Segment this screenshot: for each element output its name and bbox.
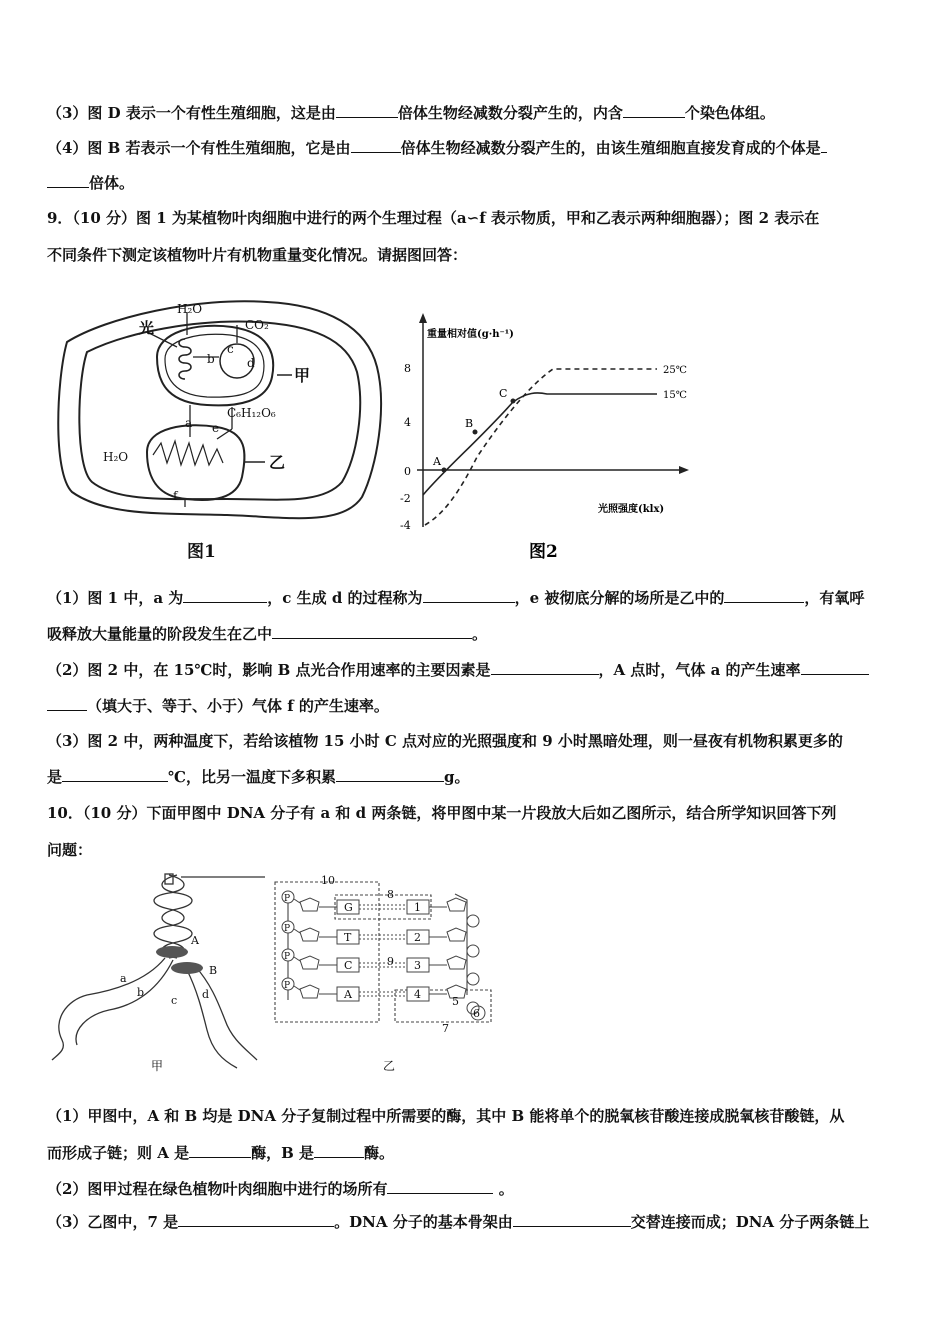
- deoxyribose-right: [447, 928, 466, 941]
- legend-15c: 15℃: [663, 390, 687, 401]
- fig1-cell-diagram: [58, 301, 381, 518]
- point-a-label: A: [433, 455, 441, 468]
- parent-helix: [154, 875, 184, 958]
- q10-q1-line2: 而形成子链；则 A 是 酶，B 是 酶。: [47, 1144, 395, 1162]
- label-d: d: [202, 988, 210, 1001]
- q9-q2-line2: （填大于、等于、小于）气体 f 的产生速率。: [47, 696, 907, 716]
- chloroplast-outer: [157, 326, 273, 406]
- label-d: d: [247, 356, 255, 370]
- q10-q2: （2）图甲过程在绿色植物叶肉细胞中进行的场所有 。: [47, 1180, 514, 1198]
- label-c: c: [171, 994, 178, 1007]
- ytick: 8: [404, 362, 411, 375]
- fig2-caption: 图2: [529, 542, 558, 562]
- y-axis-label: 重量相对值(g·h⁻¹): [427, 329, 514, 340]
- curve-15c: [423, 393, 657, 495]
- blank[interactable]: [724, 588, 804, 603]
- q9-q1-line1: （1）图 1 中，a 为 ，c 生成 d 的过程称为 ，e 被彻底分解的场所是乙中的 ，有氧呼: [47, 589, 865, 607]
- blank[interactable]: [336, 767, 444, 782]
- blank[interactable]: [47, 173, 89, 188]
- x-axis-arrow: [679, 466, 689, 474]
- base-right-label: 4: [414, 988, 421, 1001]
- base-left-label: T: [344, 931, 352, 944]
- phosphate-right: [467, 973, 479, 985]
- point-a: [442, 468, 447, 473]
- phosphate-right: [467, 945, 479, 957]
- label-c6h12o6: C₆H₁₂O₆: [227, 406, 276, 420]
- q10-stem-line2: 问题：: [47, 841, 93, 859]
- enzyme-b: [171, 962, 203, 974]
- phosphate-label: P: [284, 981, 291, 991]
- label-yi: 乙: [269, 453, 286, 472]
- ytick: 0: [404, 465, 411, 478]
- q9-stem-line1: 9．（10 分）图 1 为某植物叶肉细胞中进行的两个生理过程（a∽f 表示物质，甲和乙表示两种细胞器）；图 2 表示在: [47, 209, 820, 227]
- q9-figure-svg: [47, 277, 710, 569]
- legend-25c: 25℃: [663, 365, 687, 376]
- blank[interactable]: [336, 103, 398, 118]
- label-8: 8: [387, 888, 394, 901]
- bond: [294, 929, 300, 933]
- phosphate-label: P: [284, 924, 291, 934]
- fig-jia-caption: 甲: [151, 1059, 164, 1073]
- strand-d: [195, 966, 257, 1060]
- cell-membrane: [79, 322, 360, 500]
- blank[interactable]: [513, 1212, 631, 1227]
- fig2-graph: [400, 313, 689, 562]
- label-c: c: [227, 342, 234, 356]
- bond: [294, 986, 300, 990]
- point-c-label: C: [499, 387, 508, 400]
- label-h2o-top: H₂O: [177, 302, 203, 316]
- blank[interactable]: [62, 767, 168, 782]
- q8-part4-line1: （4）图 B 若表示一个有性生殖细胞，它是由 倍体生物经减数分裂产生的，由该生殖细胞直接发育成的个体是: [47, 138, 907, 158]
- fig-jia-replication: [52, 874, 265, 1068]
- blank[interactable]: [387, 1179, 493, 1194]
- deoxyribose-left: [300, 928, 319, 941]
- q10-stem-line1: 10．（10 分）下面甲图中 DNA 分子有 a 和 d 两条链，将甲图中某一片段放大后如乙图所示，结合所学知识回答下列: [47, 804, 837, 822]
- label-e: e: [212, 421, 220, 435]
- blank[interactable]: [351, 138, 401, 153]
- q9-figures: [47, 277, 710, 569]
- enzyme-a: [156, 946, 188, 958]
- blank[interactable]: [314, 1143, 364, 1158]
- q9-stem-line2: 不同条件下测定该植物叶片有机物重量变化情况。请据图回答：: [47, 246, 468, 264]
- ytick: -2: [400, 492, 411, 505]
- label-b: b: [137, 986, 145, 999]
- blank[interactable]: [423, 588, 515, 603]
- base-left-label: C: [344, 959, 353, 972]
- deoxyribose-left: [300, 985, 319, 998]
- label-co2: CO₂: [245, 318, 269, 332]
- q9-q3-line1: （3）图 2 中，两种温度下，若给该植物 15 小时 C 点对应的光照强度和 9 小时黑暗处理，则一昼夜有机物积累更多的: [47, 732, 843, 750]
- blank[interactable]: [801, 660, 869, 675]
- label-5: 5: [452, 995, 459, 1008]
- base-right-label: 3: [414, 959, 421, 972]
- label-jia: 甲: [294, 366, 311, 385]
- label-h2o-left: H₂O: [103, 450, 129, 464]
- phosphate-label: P: [284, 894, 291, 904]
- q10-figure-svg: [47, 870, 507, 1082]
- q10-q3: （3）乙图中，7 是 。DNA 分子的基本骨架由 交替连接而成；DNA 分子两条链上: [47, 1213, 870, 1231]
- deoxyribose-left: [300, 956, 319, 969]
- label-b: b: [207, 352, 215, 366]
- base-left-label: A: [344, 988, 352, 1001]
- blank[interactable]: [183, 588, 267, 603]
- label-a: a: [185, 416, 193, 430]
- bond: [294, 957, 300, 961]
- fig-yi-rows: [282, 891, 479, 1014]
- grana-stack: [179, 339, 191, 379]
- ytick: -4: [400, 519, 411, 532]
- blank[interactable]: [623, 103, 685, 118]
- ytick: 4: [404, 416, 411, 429]
- label-a: a: [120, 972, 127, 985]
- base-right-label: 2: [414, 931, 421, 944]
- label-10: 10: [321, 874, 335, 887]
- label-7: 7: [442, 1022, 449, 1035]
- x-axis-label: 光照强度(klx): [598, 504, 665, 515]
- q9-q2-line1: （2）图 2 中，在 15℃时，影响 B 点光合作用速率的主要因素是 ，A 点时，气体 a 的产生速率: [47, 660, 907, 680]
- point-b: [473, 430, 478, 435]
- strand-a: [52, 958, 165, 1060]
- label-6: 6: [473, 1007, 480, 1020]
- parent-helix: [162, 875, 192, 958]
- blank[interactable]: [272, 624, 472, 639]
- label-B: B: [209, 964, 218, 977]
- phosphate-label: P: [284, 952, 291, 962]
- q9-q3-line2: 是 ℃，比另一温度下多积累 g。: [47, 768, 470, 786]
- y-axis-arrow: [419, 313, 427, 323]
- q8-part4-line2: 倍体。: [47, 173, 907, 193]
- strand-c: [187, 970, 237, 1068]
- q10-figures: [47, 870, 507, 1082]
- blank[interactable]: [189, 1143, 251, 1158]
- phosphate-right: [467, 915, 479, 927]
- base-right-label: 1: [414, 901, 421, 914]
- deoxyribose-right: [447, 898, 466, 911]
- blank[interactable]: [821, 138, 827, 153]
- q10-q1-line1: （1）甲图中，A 和 B 均是 DNA 分子复制过程中所需要的酶，其中 B 能将单个的脱氧核苷酸连接成脱氧核苷酸链，从: [47, 1107, 845, 1125]
- point-c: [511, 399, 516, 404]
- deoxyribose-right: [447, 956, 466, 969]
- fig1-caption: 图1: [187, 542, 216, 562]
- blank[interactable]: [491, 660, 599, 675]
- cristae: [153, 441, 223, 465]
- blank[interactable]: [178, 1212, 334, 1227]
- q9-q1-line2: 吸释放大量能量的阶段发生在乙中 。: [47, 625, 488, 643]
- label-light: 光: [139, 319, 155, 337]
- bond: [294, 899, 300, 903]
- deoxyribose-left: [300, 898, 319, 911]
- base-left-label: G: [344, 901, 353, 914]
- label-A: A: [191, 934, 199, 947]
- label-9: 9: [387, 955, 394, 968]
- blank[interactable]: [47, 696, 87, 711]
- fig-yi-caption: 乙: [383, 1059, 396, 1073]
- label-f: f: [173, 489, 178, 503]
- point-b-label: B: [465, 417, 474, 430]
- fig1-labels: [103, 302, 310, 562]
- q8-part3: （3）图 D 表示一个有性生殖细胞，这是由 倍体生物经减数分裂产生的，内含 个染色体组。: [47, 104, 775, 122]
